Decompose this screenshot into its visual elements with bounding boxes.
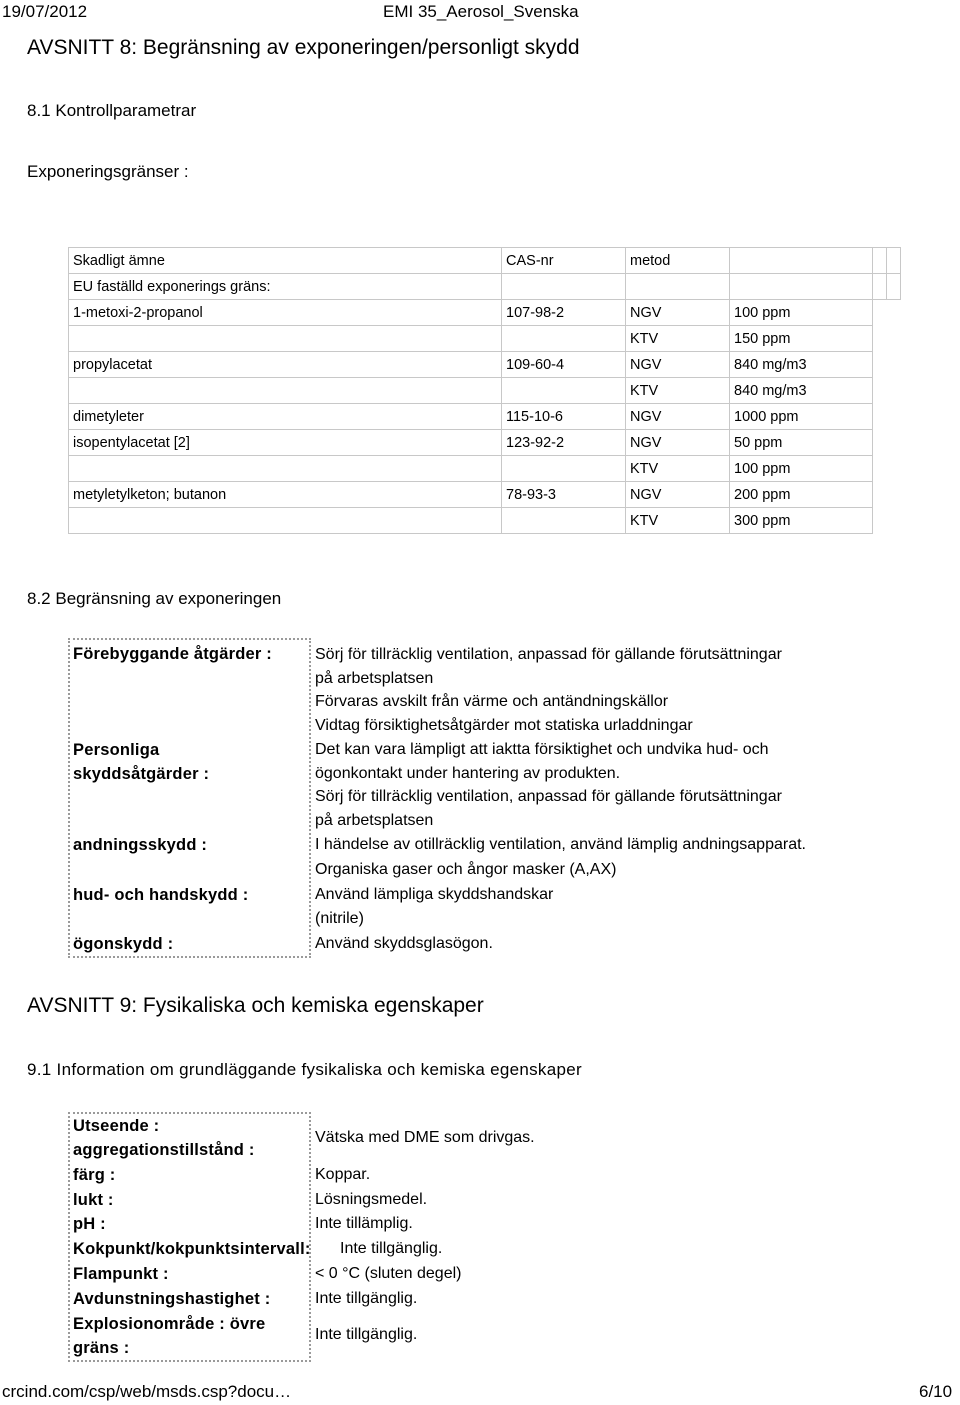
cas-cell: 115-10-6: [502, 404, 626, 430]
color-label: färg :: [73, 1166, 116, 1184]
explosion-limit-label-2: gräns :: [73, 1339, 130, 1357]
table-header-row: [69, 248, 901, 274]
limit-value-cell: 50 ppm: [730, 430, 873, 456]
table-row: [69, 300, 901, 326]
hand-line-1: Använd lämpliga skyddshandskar: [315, 886, 554, 903]
color-value: Koppar.: [315, 1166, 371, 1183]
cas-cell: [502, 326, 626, 352]
table-row: [69, 508, 901, 534]
substance-cell: propylacetat: [69, 352, 502, 378]
eye-protection-label: ögonskydd :: [73, 935, 174, 953]
method-cell: NGV: [626, 352, 730, 378]
limit-value-cell: 840 mg/m3: [730, 378, 873, 404]
flash-point-value: < 0 °C (sluten degel): [315, 1265, 462, 1282]
table-row: [69, 430, 901, 456]
prevent-line-4: Vidtag försiktighetsåtgärder mot statiska urladdningar: [315, 717, 693, 734]
cas-cell: [502, 456, 626, 482]
personal-line-4: på arbetsplatsen: [315, 812, 434, 829]
method-cell: KTV: [626, 456, 730, 482]
substance-cell: [69, 508, 502, 534]
prevent-line-1: Sörj för tillräcklig ventilation, anpassad för gällande förutsättningar: [315, 646, 782, 663]
flash-point-label: Flampunkt :: [73, 1265, 169, 1283]
appearance-value: Vätska med DME som drivgas.: [315, 1129, 535, 1146]
method-cell: NGV: [626, 430, 730, 456]
section-8-title: AVSNITT 8: Begränsning av exponeringen/personligt skydd: [27, 36, 580, 59]
substance-cell: [69, 456, 502, 482]
method-cell: NGV: [626, 404, 730, 430]
page-number: 6/10: [919, 1382, 953, 1401]
cas-cell: 107-98-2: [502, 300, 626, 326]
exposure-limits-table: [68, 247, 901, 534]
personal-line-3: Sörj för tillräcklig ventilation, anpassad för gällande förutsättningar: [315, 788, 782, 805]
table-row: [69, 378, 901, 404]
prevent-measures-label: Förebyggande åtgärder :: [73, 645, 272, 663]
limit-value-cell: 1000 ppm: [730, 404, 873, 430]
cas-cell: 123-92-2: [502, 430, 626, 456]
explosion-limit-value: Inte tillgänglig.: [315, 1326, 418, 1343]
hand-line-2: (nitrile): [315, 910, 364, 927]
personal-protection-label-2: skyddsåtgärder :: [73, 765, 210, 783]
respiratory-protection-label: andningsskydd :: [73, 836, 208, 854]
limit-value-cell: 100 ppm: [730, 300, 873, 326]
method-cell: KTV: [626, 326, 730, 352]
table-row: [69, 482, 901, 508]
substance-cell: [69, 378, 502, 404]
limit-value-cell: 100 ppm: [730, 456, 873, 482]
limit-value-cell: 300 ppm: [730, 508, 873, 534]
odor-value: Lösningsmedel.: [315, 1191, 428, 1208]
substance-cell: isopentylacetat [2]: [69, 430, 502, 456]
eu-limit-label: EU faställd exponerings gräns:: [69, 274, 502, 300]
limit-value-cell: 200 ppm: [730, 482, 873, 508]
evaporation-rate-value: Inte tillgänglig.: [315, 1290, 418, 1307]
eye-line-1: Använd skyddsglasögon.: [315, 935, 493, 952]
cas-cell: [502, 378, 626, 404]
respiratory-line-2: Organiska gaser och ångor masker (A,AX): [315, 861, 617, 878]
document-title: EMI 35_Aerosol_Svenska: [383, 2, 579, 21]
substance-cell: dimetyleter: [69, 404, 502, 430]
substance-cell: metyletylketon; butanon: [69, 482, 502, 508]
appearance-label-1: Utseende :: [73, 1117, 160, 1135]
limit-value-cell: 150 ppm: [730, 326, 873, 352]
boiling-point-label: Kokpunkt/kokpunktsintervall:: [73, 1240, 311, 1258]
cas-cell: 78-93-3: [502, 482, 626, 508]
page-url: crcind.com/csp/web/msds.csp?docu…: [2, 1382, 292, 1401]
section-9-title: AVSNITT 9: Fysikaliska och kemiska egenskaper: [27, 994, 484, 1017]
cas-cell: [502, 508, 626, 534]
method-cell: KTV: [626, 508, 730, 534]
table-row: [69, 326, 901, 352]
table-row-eu-label: [69, 274, 901, 300]
method-cell: NGV: [626, 482, 730, 508]
explosion-limit-label-1: Explosionområde : övre: [73, 1315, 266, 1333]
personal-protection-label-1: Personliga: [73, 741, 160, 759]
table-row: [69, 456, 901, 482]
subsection-8-2-title: 8.2 Begränsning av exponeringen: [27, 589, 282, 608]
personal-line-1: Det kan vara lämpligt att iaktta försiktighet och undvika hud- och: [315, 741, 769, 758]
column-header-method: metod: [626, 248, 730, 274]
ph-value: Inte tillämplig.: [315, 1215, 413, 1232]
respiratory-line-1: I händelse av otillräcklig ventilation, använd lämplig andningsapparat.: [315, 836, 806, 853]
substance-cell: [69, 326, 502, 352]
boiling-point-value: Inte tillgänglig.: [340, 1240, 443, 1257]
odor-label: lukt :: [73, 1191, 114, 1209]
subsection-9-1-title: 9.1 Information om grundläggande fysikaliska och kemiska egenskaper: [27, 1060, 582, 1079]
exposure-controls-label-frame: [68, 638, 311, 958]
table-row: [69, 352, 901, 378]
appearance-label-2: aggregationstillstånd :: [73, 1141, 255, 1159]
prevent-line-3: Förvaras avskilt från värme och antändningskällor: [315, 693, 669, 710]
prevent-line-2: på arbetsplatsen: [315, 670, 434, 687]
limit-value-cell: 840 mg/m3: [730, 352, 873, 378]
method-cell: NGV: [626, 300, 730, 326]
ph-label: pH :: [73, 1215, 106, 1233]
personal-line-2: ögonkontakt under hantering av produkten.: [315, 765, 621, 782]
cas-cell: 109-60-4: [502, 352, 626, 378]
substance-cell: 1-metoxi-2-propanol: [69, 300, 502, 326]
print-date: 19/07/2012: [2, 2, 88, 21]
exposure-limits-label: Exponeringsgränser :: [27, 162, 189, 181]
evaporation-rate-label: Avdunstningshastighet :: [73, 1290, 271, 1308]
column-header-substance: Skadligt ämne: [69, 248, 502, 274]
method-cell: KTV: [626, 378, 730, 404]
column-header-cas: CAS-nr: [502, 248, 626, 274]
subsection-8-1-title: 8.1 Kontrollparametrar: [27, 101, 197, 120]
hand-protection-label: hud- och handskydd :: [73, 886, 249, 904]
table-row: [69, 404, 901, 430]
